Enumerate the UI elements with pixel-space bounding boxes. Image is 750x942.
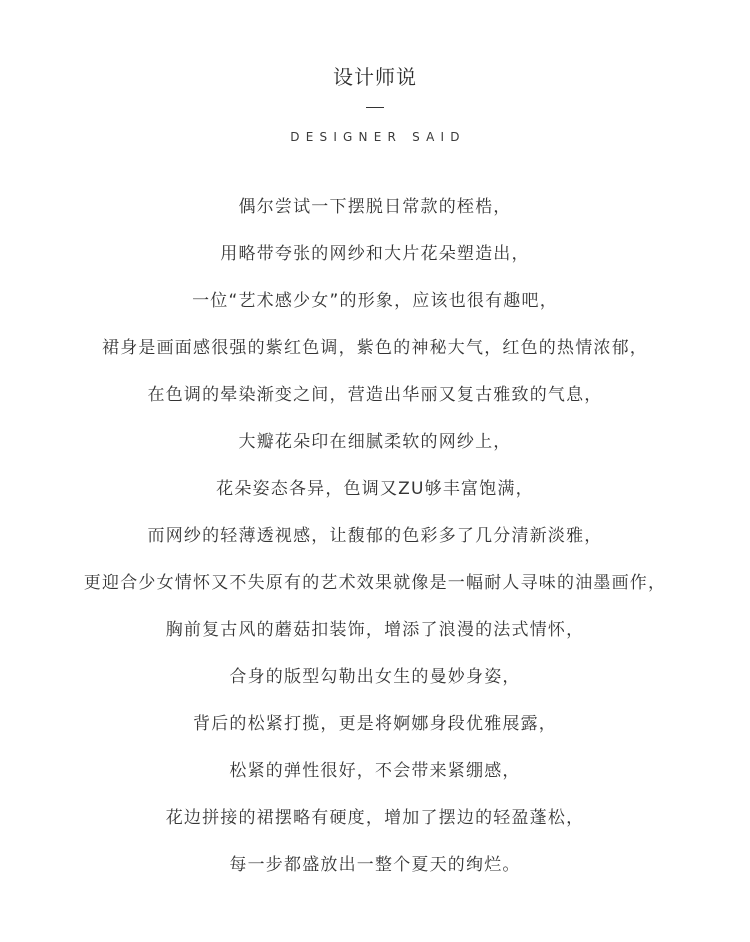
description-line: 偶尔尝试一下摆脱日常款的桎梏， [238,197,512,217]
description-line: 花边拼接的裙摆略有硬度，增加了摆边的轻盈蓬松， [165,808,585,828]
description-line: 松紧的弹性很好，不会带来紧绷感， [229,761,521,781]
description-line: 更迎合少女情怀又不失原有的艺术效果就像是一幅耐人寻味的油墨画作， [83,573,667,593]
description-line: 每一步都盛放出一整个夏天的绚烂。 [229,855,521,875]
description-line: 花朵姿态各异，色调又ZU够丰富饱满， [216,479,534,499]
description-line: 在色调的晕染渐变之间，营造出华丽又复古雅致的气息， [147,385,603,405]
description-line: 合身的版型勾勒出女生的曼妙身姿， [229,667,521,687]
title-divider [366,107,384,108]
description-line: 大瓣花朵印在细腻柔软的网纱上， [238,432,512,452]
description-text [0,188,750,893]
description-line: 一位“艺术感少女”的形象，应该也很有趣吧， [192,291,558,311]
description-line: 裙身是画面感很强的紫红色调，紫色的神秘大气，红色的热情浓郁， [102,338,648,358]
description-line: 用略带夸张的网纱和大片花朵塑造出， [220,244,530,264]
section-title: 设计师说 [333,65,417,89]
description-line: 胸前复古风的蘑菇扣装饰，增添了浪漫的法式情怀， [165,620,585,640]
section-subtitle: DESIGNER SAID [290,130,466,144]
description-line: 而网纱的轻薄透视感，让馥郁的色彩多了几分清新淡雅， [147,526,603,546]
description-line: 背后的松紧打揽，更是将婀娜身段优雅展露， [193,714,557,734]
